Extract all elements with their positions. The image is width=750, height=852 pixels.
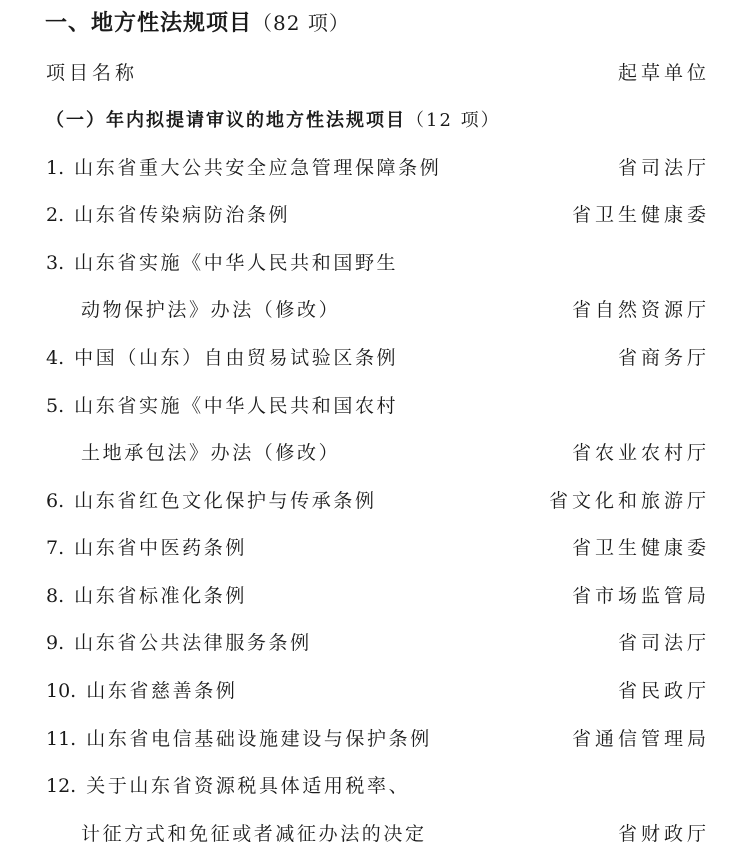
column-unit-label: 起草单位 xyxy=(617,62,710,84)
item-unit: 省农业农村厅 xyxy=(571,441,710,464)
item-name xyxy=(46,771,410,798)
list-item xyxy=(46,246,710,276)
column-header xyxy=(46,58,710,85)
item-number: 2. xyxy=(46,203,65,226)
item-unit: 省司法厅 xyxy=(617,631,710,654)
column-name-label: 项目名称 xyxy=(46,62,139,84)
list-item xyxy=(46,389,710,419)
item-title: 山东省公共法律服务条例 xyxy=(74,631,312,654)
item-number: 3. xyxy=(46,251,65,274)
item-number: 12. xyxy=(46,774,77,797)
item-number: 9. xyxy=(46,631,65,654)
item-number: 6. xyxy=(46,489,65,512)
item-number: 1. xyxy=(46,156,65,179)
subsection-count: （12 项） xyxy=(406,110,501,131)
item-number: 5. xyxy=(46,394,65,417)
item-name xyxy=(46,343,398,370)
section-count: （82 项） xyxy=(252,11,350,35)
item-unit: 省文化和旅游厅 xyxy=(548,489,710,512)
list-item xyxy=(46,579,710,609)
list-item xyxy=(46,484,710,514)
item-name xyxy=(46,248,398,275)
subsection-heading xyxy=(46,106,501,132)
list-item xyxy=(46,626,710,656)
item-name xyxy=(46,391,398,418)
item-unit: 省民政厅 xyxy=(617,679,710,702)
list-item-continuation xyxy=(46,293,710,323)
item-unit: 省卫生健康委 xyxy=(571,536,710,559)
item-name xyxy=(46,628,312,655)
item-number: 8. xyxy=(46,584,65,607)
item-name xyxy=(46,581,247,608)
section-heading xyxy=(45,6,350,37)
item-number: 11. xyxy=(46,727,77,750)
item-title: 关于山东省资源税具体适用税率、 xyxy=(86,774,411,797)
item-title-continued: 计征方式和免征或者减征办法的决定 xyxy=(81,822,427,845)
item-name xyxy=(46,533,247,560)
subsection-title: （一）年内拟提请审议的地方性法规项目 xyxy=(46,110,406,131)
list-item xyxy=(46,674,710,704)
item-title: 中国（山东）自由贸易试验区条例 xyxy=(74,346,399,369)
item-unit: 省市场监管局 xyxy=(571,584,710,607)
list-item xyxy=(46,151,710,181)
list-item xyxy=(46,198,710,228)
item-name xyxy=(46,486,377,513)
list-item-continuation xyxy=(46,817,710,847)
item-name xyxy=(46,676,237,703)
item-title: 山东省中医药条例 xyxy=(74,536,247,559)
item-unit: 省卫生健康委 xyxy=(571,203,710,226)
list-item xyxy=(46,531,710,561)
item-name xyxy=(46,200,290,227)
item-unit: 省财政厅 xyxy=(617,822,710,845)
item-name xyxy=(46,153,441,180)
item-unit: 省通信管理局 xyxy=(571,727,710,750)
item-title: 山东省红色文化保护与传承条例 xyxy=(74,489,377,512)
item-number: 10. xyxy=(46,679,77,702)
item-name xyxy=(46,724,432,751)
item-title: 山东省实施《中华人民共和国农村 xyxy=(74,394,399,417)
item-unit: 省商务厅 xyxy=(617,346,710,369)
section-title: 一、地方性法规项目 xyxy=(45,11,253,36)
item-number: 4. xyxy=(46,346,65,369)
list-item xyxy=(46,341,710,371)
item-title-continued: 土地承包法》办法（修改） xyxy=(81,441,341,464)
list-item-continuation xyxy=(46,436,710,466)
item-title: 山东省重大公共安全应急管理保障条例 xyxy=(74,156,442,179)
item-unit: 省自然资源厅 xyxy=(571,298,710,321)
item-title: 山东省慈善条例 xyxy=(86,679,238,702)
item-number: 7. xyxy=(46,536,65,559)
list-item xyxy=(46,722,710,752)
item-unit: 省司法厅 xyxy=(617,156,710,179)
item-title: 山东省标准化条例 xyxy=(74,584,247,607)
item-title-continued: 动物保护法》办法（修改） xyxy=(81,298,341,321)
item-title: 山东省电信基础设施建设与保护条例 xyxy=(86,727,432,750)
item-title: 山东省实施《中华人民共和国野生 xyxy=(74,251,399,274)
list-item xyxy=(46,769,710,799)
item-title: 山东省传染病防治条例 xyxy=(74,203,291,226)
